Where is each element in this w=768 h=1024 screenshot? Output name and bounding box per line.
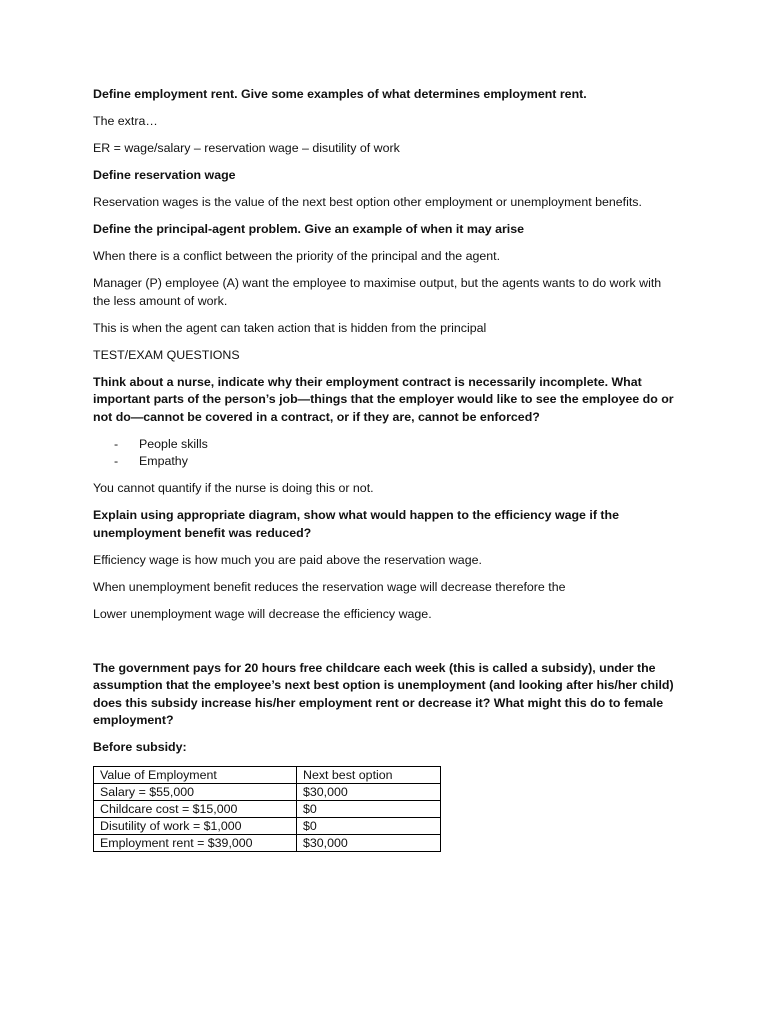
table-cell: Employment rent = $39,000 (94, 835, 297, 852)
answer-text: You cannot quantify if the nurse is doing this or not. (93, 481, 374, 495)
table-row (94, 784, 441, 801)
answer-text: When there is a conflict between the priority of the principal and the agent. (93, 249, 501, 263)
answer-text: Reservation wages is the value of the next best option other employment or unemployment benefits. (93, 195, 642, 209)
employment-rent-table (93, 766, 441, 852)
section-heading: TEST/EXAM QUESTIONS (93, 347, 240, 362)
list-item: - People skills (93, 436, 678, 454)
answer-text: The extra… (93, 114, 158, 128)
table-cell: $30,000 (297, 784, 441, 801)
question-nurse-contract: Think about a nurse, indicate why their employment contract is necessarily incomplete. What important parts of the person’s job—things that the employer would like to see the employee do or not do—cannot be covered in a contract, or if they are, cannot be enforced? (93, 374, 674, 424)
question-employment-rent: Define employment rent. Give some examples of what determines employment rent. (93, 87, 587, 101)
table-cell: Disutility of work = $1,000 (94, 818, 297, 835)
table-cell: Childcare cost = $15,000 (94, 801, 297, 818)
dash-list (93, 436, 678, 471)
answer-text: Lower unemployment wage will decrease the efficiency wage. (93, 606, 432, 621)
table-cell: $0 (297, 818, 441, 835)
table-cell: Next best option (297, 767, 441, 784)
table-row (94, 835, 441, 852)
question-efficiency-wage: Explain using appropriate diagram, show what would happen to the efficiency wage if the unemployment benefit was reduced? (93, 508, 619, 540)
spacer (93, 633, 678, 660)
list-item: - Empathy (93, 453, 678, 471)
answer-text: Manager (P) employee (A) want the employee to maximise output, but the agents wants to do work with the less amount of work. (93, 276, 662, 308)
table-cell: $30,000 (297, 835, 441, 852)
table-cell: $0 (297, 801, 441, 818)
table-cell: Value of Employment (94, 767, 297, 784)
table-cell: Salary = $55,000 (94, 784, 297, 801)
question-reservation-wage: Define reservation wage (93, 168, 236, 182)
table-row (94, 801, 441, 818)
subheading-before-subsidy: Before subsidy: (93, 740, 187, 754)
answer-text: This is when the agent can taken action that is hidden from the principal (93, 320, 487, 335)
table-row (94, 818, 441, 835)
table-row (94, 767, 441, 784)
answer-text: Efficiency wage is how much you are paid above the reservation wage. (93, 552, 482, 567)
answer-text: ER = wage/salary – reservation wage – disutility of work (93, 141, 400, 155)
answer-text: When unemployment benefit reduces the reservation wage will decrease therefore the (93, 579, 566, 594)
document-page (93, 86, 678, 852)
question-childcare-subsidy: The government pays for 20 hours free childcare each week (this is called a subsidy), under the assumption that the employee’s next best option is unemployment (and looking after his/her child) does this subsidy increase his/her employment rent or decrease it? What might this do to female employment? (93, 660, 674, 727)
question-principal-agent: Define the principal-agent problem. Give an example of when it may arise (93, 222, 525, 236)
